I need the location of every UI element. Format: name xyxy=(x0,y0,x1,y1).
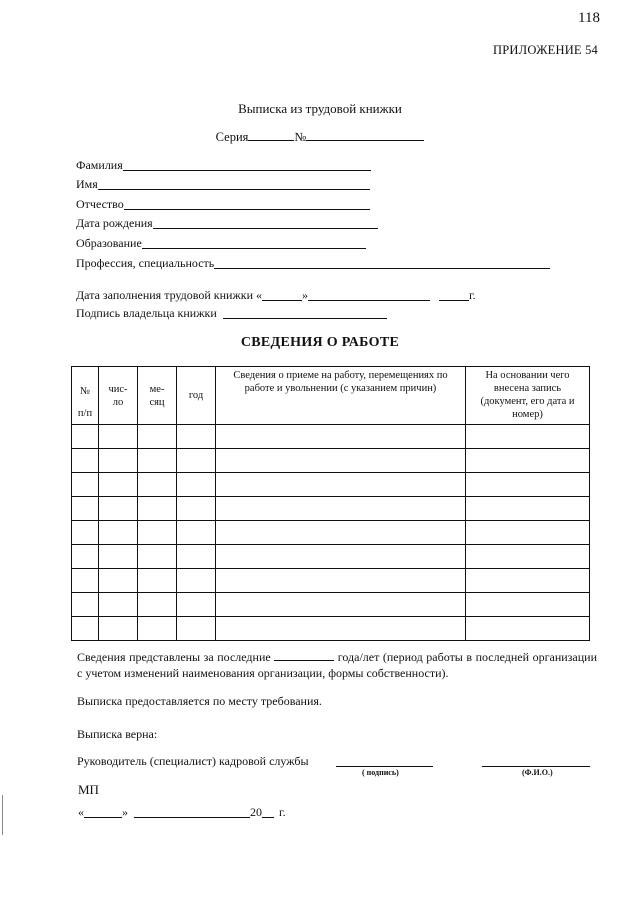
table-cell[interactable] xyxy=(466,593,590,617)
table-cell[interactable] xyxy=(466,449,590,473)
year-prefix: 20 xyxy=(250,805,262,819)
table-cell[interactable] xyxy=(72,545,99,569)
table-row xyxy=(72,569,590,593)
first-name-label: Имя xyxy=(76,177,98,191)
scan-edge-mark xyxy=(2,795,3,835)
fill-date-year-field[interactable] xyxy=(439,290,469,301)
owner-signature-label: Подпись владельца книжки xyxy=(76,306,217,320)
number-field[interactable] xyxy=(306,129,424,141)
verified-label: Выписка верна: xyxy=(77,727,158,741)
fill-date-quote-close: » xyxy=(302,288,308,302)
birth-date-row xyxy=(76,216,378,231)
fill-date-year-suffix: г. xyxy=(469,288,476,302)
table-cell[interactable] xyxy=(216,593,466,617)
table-cell[interactable] xyxy=(216,545,466,569)
table-cell[interactable] xyxy=(72,569,99,593)
table-header-row xyxy=(72,367,590,425)
table-row xyxy=(72,521,590,545)
serial-label: Серия xyxy=(215,130,249,144)
table-cell[interactable] xyxy=(99,593,138,617)
table-cell[interactable] xyxy=(466,617,590,641)
date-day-field[interactable] xyxy=(84,807,122,818)
table-cell[interactable] xyxy=(138,425,177,449)
table-cell[interactable] xyxy=(138,545,177,569)
header-day-label: чис- ло xyxy=(108,383,128,408)
table-body xyxy=(72,425,590,641)
table-cell[interactable] xyxy=(177,473,216,497)
serial-number-row xyxy=(0,129,640,145)
header-year-label: год xyxy=(188,390,204,401)
fill-date-day-field[interactable] xyxy=(262,290,302,301)
date-close-quote: » xyxy=(122,805,128,819)
period-statement xyxy=(77,649,597,681)
table-cell[interactable] xyxy=(216,617,466,641)
table-cell[interactable] xyxy=(216,473,466,497)
table-cell[interactable] xyxy=(216,449,466,473)
table-cell[interactable] xyxy=(177,449,216,473)
table-cell[interactable] xyxy=(466,569,590,593)
signature-caption: ( подпись) xyxy=(362,768,399,777)
table-cell[interactable] xyxy=(177,521,216,545)
table-cell[interactable] xyxy=(99,497,138,521)
owner-signature-row xyxy=(76,306,387,321)
page-number: 118 xyxy=(578,10,600,26)
fill-date-label: Дата заполнения трудовой книжки « xyxy=(76,288,262,302)
table-cell[interactable] xyxy=(99,473,138,497)
header-basis xyxy=(466,367,590,425)
header-day xyxy=(99,367,138,425)
table-cell[interactable] xyxy=(177,617,216,641)
surname-label: Фамилия xyxy=(76,158,123,172)
table-row xyxy=(72,449,590,473)
table-cell[interactable] xyxy=(99,449,138,473)
surname-field[interactable] xyxy=(123,160,371,171)
fill-date-month-field[interactable] xyxy=(308,290,430,301)
table-row xyxy=(72,617,590,641)
table-row xyxy=(72,425,590,449)
header-year xyxy=(177,367,216,425)
table-cell[interactable] xyxy=(466,545,590,569)
table-cell[interactable] xyxy=(99,569,138,593)
section-title: СВЕДЕНИЯ О РАБОТЕ xyxy=(240,335,400,350)
fill-date-row xyxy=(76,288,476,303)
table-cell[interactable] xyxy=(177,545,216,569)
table-row xyxy=(72,473,590,497)
surname-row xyxy=(76,158,371,173)
date-month-field[interactable] xyxy=(134,807,250,818)
education-field[interactable] xyxy=(142,238,366,249)
profession-field[interactable] xyxy=(214,258,550,269)
header-info-label: Сведения о приеме на работу, перемещениях по работе и увольнении (с указанием причин) xyxy=(233,370,448,394)
table-cell[interactable] xyxy=(72,449,99,473)
table-cell[interactable] xyxy=(138,593,177,617)
table-cell[interactable] xyxy=(177,593,216,617)
stamp-label: МП xyxy=(78,782,99,797)
year-suffix: г. xyxy=(279,805,286,819)
period-text-1: Сведения представлены за последние xyxy=(77,650,271,664)
head-label: Руководитель (специалист) кадровой службы xyxy=(77,754,309,768)
table-cell[interactable] xyxy=(72,473,99,497)
head-name-field[interactable] xyxy=(482,766,590,767)
table-cell[interactable] xyxy=(138,497,177,521)
table-row xyxy=(72,545,590,569)
profession-label: Профессия, специальность xyxy=(76,256,215,270)
first-name-field[interactable] xyxy=(98,179,370,190)
profession-row xyxy=(76,256,550,271)
table-cell[interactable] xyxy=(99,521,138,545)
owner-signature-field[interactable] xyxy=(223,308,387,319)
table-cell[interactable] xyxy=(72,497,99,521)
education-label: Образование xyxy=(76,236,142,250)
birth-date-field[interactable] xyxy=(153,218,378,229)
table-cell[interactable] xyxy=(177,497,216,521)
header-month xyxy=(138,367,177,425)
head-signature-row xyxy=(77,754,309,769)
table-cell[interactable] xyxy=(177,569,216,593)
table-cell[interactable] xyxy=(99,617,138,641)
serial-field[interactable] xyxy=(248,129,294,141)
period-years-field[interactable] xyxy=(274,649,334,661)
document-title: Выписка из трудовой книжки xyxy=(238,101,402,116)
table-cell[interactable] xyxy=(466,473,590,497)
table-cell[interactable] xyxy=(177,425,216,449)
header-month-label: ме- сяц xyxy=(149,383,165,408)
signature-date-row xyxy=(78,805,286,820)
table-cell[interactable] xyxy=(72,593,99,617)
work-records-table xyxy=(71,366,590,641)
table-cell[interactable] xyxy=(216,497,466,521)
table-cell[interactable] xyxy=(99,425,138,449)
period-text-2: года/лет (период работы в последней организации с учетом изменений наименования организации, формы собственности). xyxy=(77,650,597,680)
table-cell[interactable] xyxy=(72,425,99,449)
patronymic-field[interactable] xyxy=(124,199,370,210)
header-info xyxy=(216,367,466,425)
table-cell[interactable] xyxy=(216,425,466,449)
table-cell[interactable] xyxy=(138,569,177,593)
header-number-bottom: п/п xyxy=(77,408,93,419)
appendix-label: ПРИЛОЖЕНИЕ 54 xyxy=(493,43,598,57)
patronymic-label: Отчество xyxy=(76,197,124,211)
table-row xyxy=(72,593,590,617)
date-year-field[interactable] xyxy=(262,807,274,818)
table-cell[interactable] xyxy=(466,425,590,449)
table-cell[interactable] xyxy=(466,497,590,521)
table-cell[interactable] xyxy=(466,521,590,545)
table-cell[interactable] xyxy=(99,545,138,569)
table-cell[interactable] xyxy=(138,473,177,497)
head-signature-field[interactable] xyxy=(336,766,433,767)
table-cell[interactable] xyxy=(138,521,177,545)
provided-statement: Выписка предоставляется по месту требования. xyxy=(77,694,322,708)
table-row xyxy=(72,497,590,521)
date-open-quote: « xyxy=(78,805,84,819)
first-name-row xyxy=(76,177,370,192)
table-cell[interactable] xyxy=(138,617,177,641)
header-number-top: № xyxy=(79,386,91,397)
table-cell[interactable] xyxy=(72,521,99,545)
table-cell[interactable] xyxy=(216,521,466,545)
education-row xyxy=(76,236,366,251)
name-caption: (Ф.И.О.) xyxy=(522,768,553,777)
header-number xyxy=(72,367,99,425)
header-basis-label: На основании чего внесена запись (документ, его дата и номер) xyxy=(480,370,575,420)
patronymic-row xyxy=(76,197,370,212)
table-cell[interactable] xyxy=(138,449,177,473)
table-cell[interactable] xyxy=(72,617,99,641)
number-label: № xyxy=(294,130,307,144)
table-cell[interactable] xyxy=(216,569,466,593)
birth-date-label: Дата рождения xyxy=(76,216,153,230)
